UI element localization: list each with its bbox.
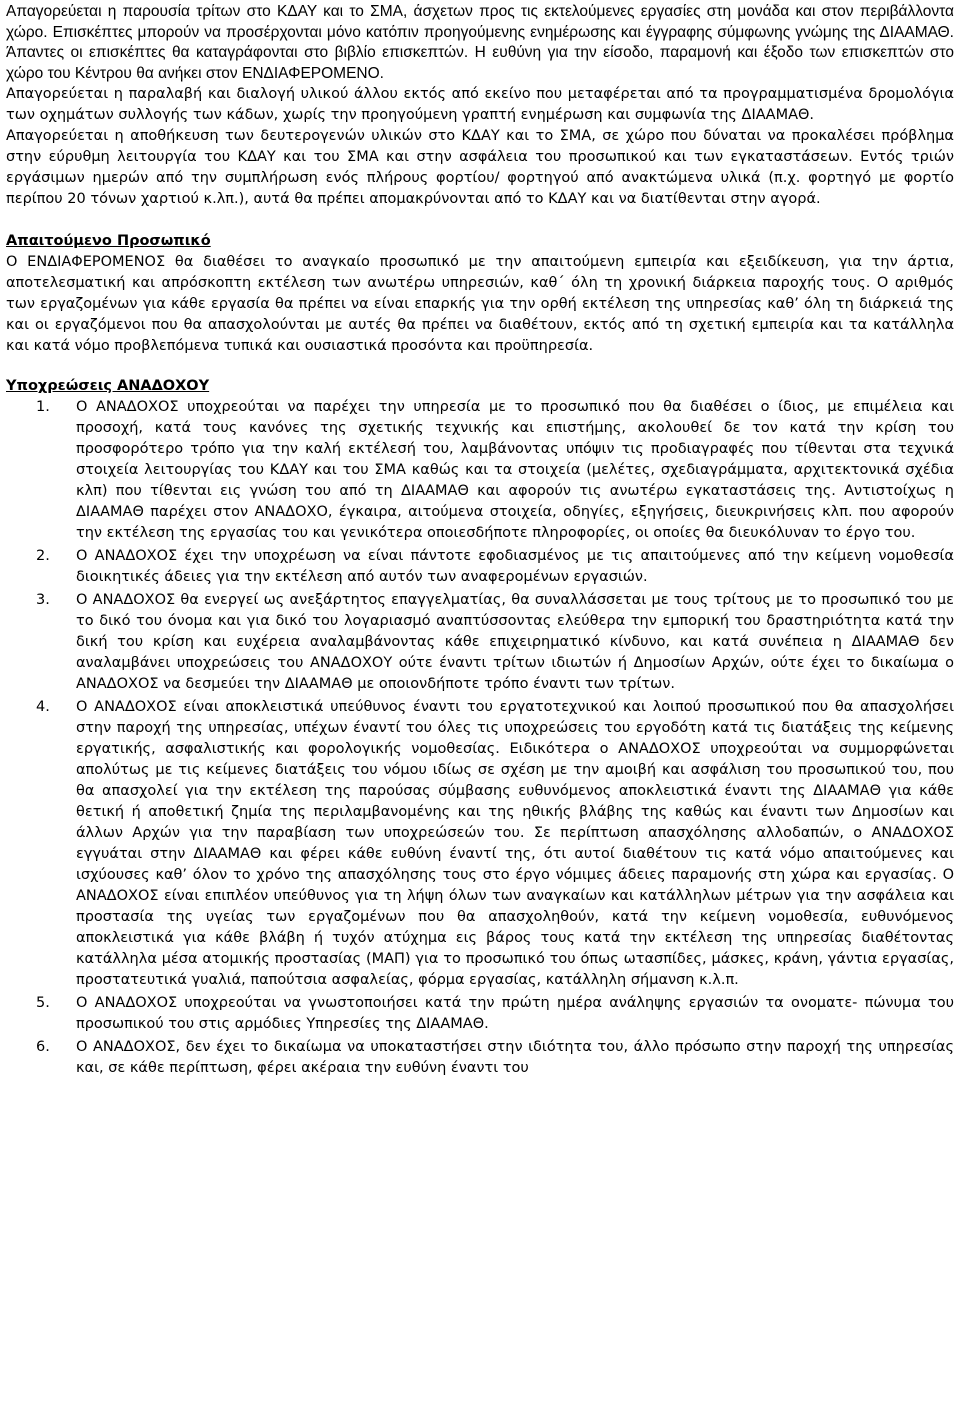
intro-paragraph-storage: Απαγορεύεται η αποθήκευση των δευτερογενών υλικών στο ΚΔΑΥ και το ΣΜΑ, σε χώρο που δύναται να προκαλέσει πρόβλημα στην εύρυθμη λειτουργία του ΚΔΑΥ και του ΣΜΑ και στην ασφάλεια του προσωπικού και των εγκαταστάσεων. Εντός τριών εργάσιμων ημερών από την συμπλήρωση ενός πλήρους φορτίου/ φορτηγού από ανακτώμενα υλικά (π.χ. φορτηγό με φορτίο περίπου 20 τόνων χαρτιού κ.λπ.), αυτά θα πρέπει απομακρύνονται από το ΚΔΑΥ και να διατίθενται στην αγορά. bbox=[6, 128, 954, 207]
personnel-heading: Απαιτούμενο Προσωπικό bbox=[6, 233, 211, 249]
list-item-number: 1. bbox=[36, 399, 50, 415]
list-item-number: 4. bbox=[36, 699, 50, 715]
list-item-text: Ο ΑΝΑΔΟΧΟΣ υποχρεούται να παρέχει την υπηρεσία με το προσωπικό που θα διαθέσει ο ίδιος, με επιμέλεια και προσοχή, κατά τους κανόνες της σχετικής τεχνικής και επιστήμης, ακολουθεί δε τον κατά την κρίση του προσφορότερο τρόπο για την καλή εκτέλεσή του, λαμβάνοντας υπόψιν τις προδιαγραφές που τίθενται στα τεχνικά στοιχεία λειτουργίας του ΚΔΑΥ και του ΣΜΑ καθώς και τα στοιχεία (μελέτες, σχεδιαγράμματα, αρχιτεκτονικά σχέδια κλπ) που τίθενται εις γνώση του από τη ΔΙΑΑΜΑΘ και αφορούν τις ανωτέρω εγκαταστάσεις της. Αντιστοίχως η ΔΙΑΑΜΑΘ παρέχει στον ΑΝΑΔΟΧΟ, έγκαιρα, αιτούμενα στοιχεία, οδηγίες, εξηγήσεις, διευκρινήσεις κλπ. που αφορούν την εκτέλεση της εργασίας του και γενικότερα οποιεσδήποτε πληροφορίες, οι οποίες θα διευκόλυναν το έργο του. bbox=[76, 399, 954, 541]
list-item-number: 6. bbox=[36, 1039, 50, 1055]
list-item-text: Ο ΑΝΑΔΟΧΟΣ είναι αποκλειστικά υπεύθυνος έναντι του εργατοτεχνικού και λοιπού προσωπικού που θα απασχολήσει στην παροχή της υπηρεσίας, υπέχων έναντί του όλες τις υποχρεώσεις του εργοδότη κατά τις διατάξεις της κείμενης εργατικής, ασφαλιστικής και φορολογικής νομοθεσίας. Ειδικότερα ο ΑΝΑΔΟΧΟΣ υποχρεούται να συμμορφώνεται απολύτως με τις κείμενες διατάξεις του νόμου ιδίως σε σχέση με την αμοιβή και ασφάλιση του προσωπικού του, που θα απασχολεί για την εκτέλεση της παρούσας σύμβασης ευθυνόμενος αποκλειστικά έναντι της ΔΙΑΑΜΑΘ για κάθε θετική ή αποθετική ζημία της περιλαμβανομένης και της ηθικής βλάβης της καθώς και έναντι των Δημοσίων και άλλων Αρχών για την παραβίαση των υποχρεώσεών του. Σε περίπτωση απασχόλησης αλλοδαπών, ο ΑΝΑΔΟΧΟΣ εγγυάται στην ΔΙΑΑΜΑΘ και φέρει κάθε ευθύνη έναντί της, ότι αυτοί διαθέτουν τις κατά νόμο απαιτούμενες και ισχύουσες καθ’ όλον το χρόνο της απασχόλησης τους στο έργο νόμιμες άδειες παραμονής στη χώρα και εργασίας. Ο ΑΝΑΔΟΧΟΣ είναι επιπλέον υπεύθυνος για τη λήψη όλων των αναγκαίων και κατάλληλων μέτρων για την ασφάλεια και προστασία της υγείας των εργαζομένων που θα απασχοληθούν, κατά την κείμενη νομοθεσία, ευθυνόμενος αποκλειστικά για κάθε βλάβη ή τυχόν ατύχημα εις βάρος τους κατά την εκτέλεση της υπηρεσίας διαθέτοντας κατάλληλα μέσα ατομικής προστασίας (ΜΑΠ) για το προσωπικό του όπως ωτασπίδες, μάσκες, κράνη, γάντια εργασίας, προστατευτικά γυαλιά, παπούτσια ασφαλείας, φόρμα εργασίας, κατάλληλη σήμανση κ.λ.π. bbox=[76, 699, 954, 988]
list-item bbox=[6, 590, 954, 695]
list-item bbox=[6, 397, 954, 544]
list-item bbox=[6, 993, 954, 1035]
obligations-list bbox=[6, 397, 954, 1079]
section-spacer bbox=[6, 357, 954, 376]
list-item-text: Ο ΑΝΑΔΟΧΟΣ θα ενεργεί ως ανεξάρτητος επαγγελματίας, θα συναλλάσσεται με τους τρίτους με το προσωπικό του με το δικό του όνομα και για δικό του λογαριασμό αναπτύσσοντας ελεύθερα την εμπορική του δραστηριότητα κατά την δική του κρίση και ευχέρεια αναλαμβάνοντας κάθε επιχειρηματικό κίνδυνο, και κατά συνέπεια η ΔΙΑΑΜΑΘ δεν αναλαμβάνει υποχρεώσεις του ΑΝΑΔΟΧΟΥ ούτε έναντι τρίτων ιδιωτών ή Δημοσίων Αρχών, ούτε έχει το δικαίωμα ο ΑΝΑΔΟΧΟΣ να δεσμεύει την ΔΙΑΑΜΑΘ με οποιονδήποτε τρόπο έναντι των τρίτων. bbox=[76, 592, 954, 692]
list-item-number: 5. bbox=[36, 995, 50, 1011]
intro-paragraph-material-receipt: Απαγορεύεται η παραλαβή και διαλογή υλικού άλλου εκτός από εκείνο που μεταφέρεται από τα προγραμματισμένα δρομολόγια των οχημάτων συλλογής των κάδων, χωρίς την προηγούμενη γραπτή ενημέρωση και συμφωνία της ΔΙΑΑΜΑΘ. bbox=[6, 86, 954, 123]
section-spacer bbox=[6, 210, 954, 231]
list-item-text: Ο ΑΝΑΔΟΧΟΣ υποχρεούται να γνωστοποιήσει κατά την πρώτη ημέρα ανάληψης εργασιών τα ονοματε- πώνυμα του προσωπικού του στις αρμόδιες Υπηρεσίες της ΔΙΑΑΜΑΘ. bbox=[76, 995, 954, 1032]
list-item-text: Ο ΑΝΑΔΟΧΟΣ, δεν έχει το δικαίωμα να υποκαταστήσει στην ιδιότητα του, άλλο πρόσωπο στην παροχή της υπηρεσίας και, σε κάθε περίπτωση, φέρει ακέραια την ευθύνη έναντι του bbox=[76, 1039, 954, 1076]
list-item-text: Ο ΑΝΑΔΟΧΟΣ έχει την υποχρέωση να είναι πάντοτε εφοδιασμένος με τις απαιτούμενες από την κείμενη νομοθεσία διοικητικές άδειες για την εκτέλεση από αυτόν των αναφερομένων εργασιών. bbox=[76, 548, 954, 585]
personnel-paragraph: Ο ΕΝΔΙΑΦΕΡΟΜΕΝΟΣ θα διαθέσει το αναγκαίο προσωπικό με την απαιτούμενη εμπειρία και εξειδίκευση, για την άρτια, αποτελεσματική και απρόσκοπτη εκτέλεση των ανωτέρω υπηρεσιών, καθ΄ όλη τη χρονική διάρκεια παροχής τους. Ο αριθμός των εργαζομένων για κάθε εργασία θα πρέπει να είναι επαρκής για την ορθή εκτέλεση της υπηρεσίας καθ’ όλη τη διάρκειά της και οι εργαζόμενοι που θα απασχολούνται με αυτές θα πρέπει να διαθέτουν, εκτός από τη σχετική εμπειρία και τα κατάλληλα και κατά νόμο προβλεπόμενα τυπικά και ουσιαστικά προσόντα και προϋπηρεσία. bbox=[6, 254, 954, 354]
list-item bbox=[6, 697, 954, 991]
list-item-number: 2. bbox=[36, 548, 50, 564]
obligations-heading: Υποχρεώσεις ΑΝΑΔΟΧΟΥ bbox=[6, 378, 210, 394]
list-item-number: 3. bbox=[36, 592, 50, 608]
intro-paragraph-visitors: Απαγορεύεται η παρουσία τρίτων στο ΚΔΑΥ και το ΣΜΑ, άσχετων προς τις εκτελούμενες εργασίες στη μονάδα και στον περιβάλλοντα χώρο. Επισκέπτες μπορούν να προσέρχονται μόνο κατόπιν προηγούμενης ενημέρωσης και έγγραφης σύμφωνης γνώμης της ΔΙΑΑΜΑΘ. Άπαντες οι επισκέπτες θα καταγράφονται στο βιβλίο επισκεπτών. Η ευθύνη για την είσοδο, παραμονή και έξοδο των επισκεπτών στο χώρο του Κέντρου θα ανήκει στον ΕΝΔΙΑΦΕΡΟΜΕΝΟ. bbox=[6, 3, 954, 82]
list-item bbox=[6, 1037, 954, 1079]
list-item bbox=[6, 546, 954, 588]
